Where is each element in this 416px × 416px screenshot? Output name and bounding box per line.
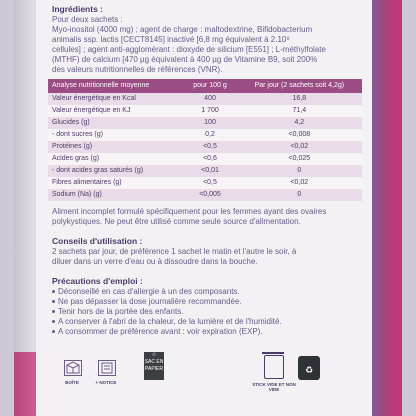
boite-caption: BOÎTE (65, 380, 79, 385)
nutrition-row (48, 141, 362, 153)
precaution-item: A consommer de préférence avant : voir expiration (EXP). (52, 327, 360, 337)
nutrition-row (48, 189, 362, 201)
nutrition-cell: 71,4 (237, 105, 362, 117)
recycle-text: SAC EN PAPIER (144, 359, 164, 372)
nutrition-row (48, 153, 362, 165)
nutrition-cell: <0,025 (237, 153, 362, 165)
nutrition-row (48, 117, 362, 129)
nutrition-cell: 0 (237, 189, 362, 201)
note-line: Aliment incomplet formulé spécifiquement pour les femmes ayant des ovaires (52, 207, 327, 216)
bin-label: STICK VIDE ET NON VIDE (252, 382, 296, 392)
ingredients-line: Myo-inositol (4000 mg) ; agent de charge : maltodextrine, Bifidobacterium (52, 25, 313, 34)
notice-caption: + NOTICE (95, 380, 117, 385)
nutrition-cell: 0 (237, 165, 362, 177)
nutrition-cell: 1 700 (183, 105, 236, 117)
trash-bag-icon (298, 356, 320, 380)
precautions-list (52, 287, 360, 337)
nutrition-cell: 400 (183, 93, 236, 105)
nutrition-row (48, 93, 362, 105)
nutrition-header: Analyse nutritionnelle moyenne (48, 79, 183, 93)
nutrition-cell: <0,01 (183, 165, 236, 177)
nutrition-row (48, 129, 362, 141)
box-left-flap-pink (14, 352, 36, 416)
nutrition-cell: - dont acides gras saturés (g) (48, 165, 183, 177)
nutrition-cell: 4,2 (237, 117, 362, 129)
paper-bag-recycle-icon (144, 352, 164, 380)
ingredients-text (52, 15, 360, 75)
bin-lid (262, 352, 284, 354)
note-line: polykystiques. Ne peut être utilisé comme seule source d'alimentation. (52, 217, 301, 226)
conseils-title: Conseils d'utilisation : (52, 236, 143, 246)
nutrition-header-row (48, 79, 362, 93)
nutrition-cell: <0,6 (183, 153, 236, 165)
package-text (52, 4, 360, 337)
ingredients-line: Pour deux sachets : (52, 15, 123, 24)
nutrition-cell: - dont sucres (g) (48, 129, 183, 141)
precaution-item: A conserver à l'abri de la chaleur, de la lumière et de l'humidité. (52, 317, 360, 327)
nutrition-cell: Fibres alimentaires (g) (48, 177, 183, 189)
nutrition-cell: 16,8 (237, 93, 362, 105)
nutrition-row (48, 177, 362, 189)
nutrition-header: pour 100 g (183, 79, 236, 93)
ingredients-title: Ingrédients : (52, 4, 104, 14)
svg-text:♻: ♻ (304, 366, 314, 376)
precautions-section (52, 276, 360, 337)
ingredients-line: animalis ssp. lactis [CECT8145] inactivé [6,8 mg équivalent à 2.10⁹ (52, 35, 290, 44)
precaution-item: Tenir hors de la portée des enfants. (52, 307, 360, 317)
conseils-line: 2 sachets par jour, de préférence 1 sachet le matin et l'autre le soir, à (52, 247, 297, 256)
recycle-symbol-icon: ♲ (151, 352, 157, 358)
nutrition-row (48, 165, 362, 177)
nutrition-table (48, 79, 362, 201)
nutrition-cell: <0,02 (237, 141, 362, 153)
nutrition-cell: Valeur énergétique en KJ (48, 105, 183, 117)
conseils-line: diluer dans un verre d'eau ou à dissoudre dans la bouche. (52, 257, 258, 266)
usage-note (52, 207, 360, 227)
ingredients-section (52, 4, 360, 75)
nutrition-cell: <0,02 (237, 177, 362, 189)
recycling-icons (54, 352, 354, 398)
nutrition-cell: 100 (183, 117, 236, 129)
notice-icon (98, 360, 116, 376)
ingredients-line: (MTHF) de calcium [470 µg équivalent à 400 µg de Vitamine B9, soit 200% (52, 55, 318, 64)
nutrition-cell: Valeur énergétique en Kcal (48, 93, 183, 105)
conseils-section (52, 236, 360, 267)
nutrition-cell: <0,5 (183, 141, 236, 153)
box-right-flap (372, 0, 402, 416)
nutrition-cell: Sodium (Na) (g) (48, 189, 183, 201)
nutrition-row (48, 105, 362, 117)
nutrition-cell: <0,5 (183, 177, 236, 189)
precautions-title: Précautions d'emploi : (52, 276, 143, 286)
nutrition-cell: Protéines (g) (48, 141, 183, 153)
nutrition-cell: <0,005 (183, 189, 236, 201)
nutrition-cell: 0,2 (183, 129, 236, 141)
nutrition-header: Par jour (2 sachets soit 4,2g) (237, 79, 362, 93)
ingredients-line: des valeurs nutritionnelles de références (VNR). (52, 65, 223, 74)
ingredients-line: cellules] ; agent anti-agglomérant : dioxyde de silicium [E551] ; L-méthylfolate (52, 45, 326, 54)
nutrition-cell: Acides gras (g) (48, 153, 183, 165)
precaution-item: Ne pas dépasser la dose journalière recommandée. (52, 297, 360, 307)
precaution-item: Déconseillé en cas d'allergie à un des composants. (52, 287, 360, 297)
nutrition-cell: Glucides (g) (48, 117, 183, 129)
trash-bin-icon (264, 355, 284, 379)
box-icon (64, 360, 82, 376)
nutrition-cell: <0,008 (237, 129, 362, 141)
